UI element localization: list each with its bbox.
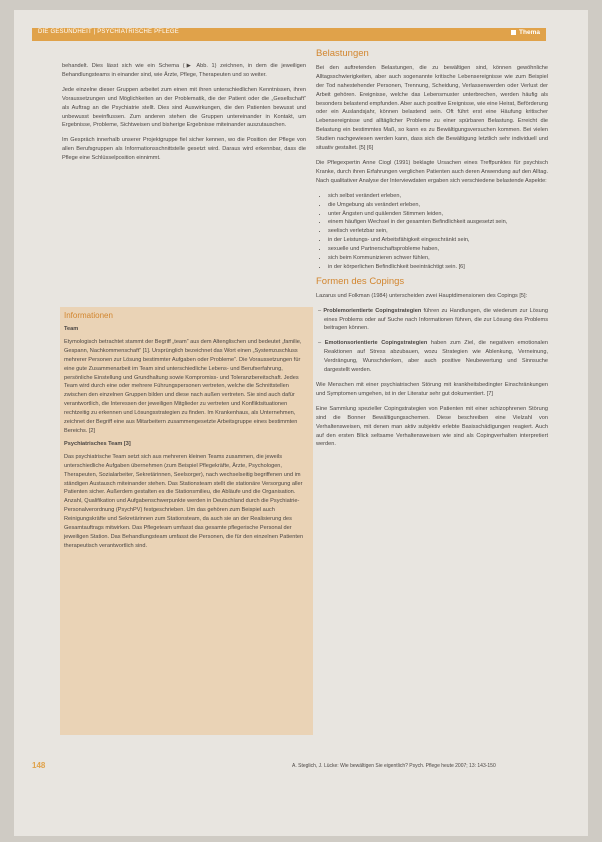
coping-problem-item: – Problemorientierte Copingstrategien führen zu Handlungen, die wiederum zur Lösung eines Problems oder auf Suche nach Informationen führen, die zur Lösung des Problems beitragen können. xyxy=(318,307,548,332)
heading-belastungen: Belastungen xyxy=(316,48,369,59)
right-paragraph-1: Bei den auftretenden Belastungen, die zu bewältigen sind, können gewöhnliche Alltagsschwierigkeiten, aber auch sogenannte kritische Lebensereignisse wie zum Beispiel der Tod nahestehender Personen, Trennung, Scheidung, Verlassenwerden oder Verlust der Arbeit gehören. Ereignisse, welche das Lebensmuster unterbrechen, werden häufig als besonders belastend empfunden. Aber auch positive Ereignisse, wie eine Heirat, Beförderung oder ein Auslandsjahr, können belastend sein. Oft führt erst eine Häufung kritischer Lebensereignisse und alltäglicher Probleme zu einer spürbaren Belastung. Erreicht die Belastung ein bestimmtes Maß, so kann es zu Bewältigungsversuchen kommen. Bei vielen Studien nachgewiesen werden kann, dass sich die Bewältigung letztlich sehr individuell und situativ gestaltet. [5] [6] xyxy=(316,64,548,152)
right-paragraph-4: Wie Menschen mit einer psychiatrischen Störung mit krankheitsbedingter Einschränkungen und Symptomen umgehen, ist in der Literatur sehr gut dokumentiert. [7] xyxy=(316,382,548,397)
aspects-list xyxy=(316,192,548,272)
list-item: • die Umgebung als verändert erleben, xyxy=(328,201,548,210)
left-paragraph-1: behandelt. Dies lässt sich wie ein Schema (▶ Abb. 1) zeichnen, in dem die jeweiligen Behandlungsteams in einander sind, wie Ärzte, Pflege, Therapeuten und so weiter. xyxy=(62,63,306,78)
coping-emotion-term: Emotionsorientierte Copingstrategien xyxy=(324,340,428,347)
list-item: • unter Ängsten und quälenden Stimmen leiden, xyxy=(328,210,548,219)
team-heading: Team xyxy=(64,326,79,332)
psych-team-heading: Psychiatrisches Team [3] xyxy=(64,440,131,447)
coping-emotion-text: haben zum Ziel, die negativen emotionalen Reaktionen auf Stress abzubauen, wozu Strategien wie Ablenkung, Verneinung, Verdrängung, Wunschdenken, aber auch positive Neubewertung und Sinnsuche dargestellt werden. xyxy=(324,340,549,374)
info-box xyxy=(60,307,313,735)
header-bar xyxy=(32,28,546,41)
team-text: Etymologisch betrachtet stammt der Begriff „team“ aus dem Altenglischen und bedeutet „familie, Gespann, Nachkommenschaft“ [1]. Ursprünglich bezeichnet das Wort einen „Systemzuschluss mehrerer Personen zur Lösung bestimmter Aufgaben oder Probleme“. Die Voraussetzungen für eine gute Zusammenarbeit im Team sind unterschiedliche Lebens- und Berufserfahrung, persönliche Einstellung und Grundhaltung sowie Kompromiss- und Toleranzbereitschaft. Jedes Team wird durch eine oder mehrere Führungspersonen vertreten, welche die Schnittstellen zwischen den einzelnen Gruppen bilden und diese nach außen vertreten. Sie sind auch dafür verantwortlich, die Interessen der jeweiligen Mitglieder zu vertreten und Konfliktsituationen rechtzeitig zu erkennen und Lösungsstrategien zu finden. Im Krankenhaus, als Unternehmen, zeichnet der Begriff eine aus Mitarbeitern zusammengesetzte Arbeitsgruppe eines bestimmten Bereichs. [2] xyxy=(64,338,302,434)
section-marker-icon xyxy=(511,30,516,35)
section-label xyxy=(511,29,540,36)
running-header: DIE GESUNDHEIT | PSYCHIATRISCHE PFLEGE xyxy=(38,29,179,35)
right-column xyxy=(316,50,548,455)
list-item: • sich beim Kommunizieren schwer fühlen, xyxy=(328,254,548,263)
list-item: • sexuelle und Partnerschaftsprobleme haben, xyxy=(328,245,548,254)
section-label-text: Thema xyxy=(519,29,540,36)
left-paragraph-3: Im Gespräch innerhalb unserer Projektgruppe fiel sicher kennen, wo die Position der Pflege von allen Berufsgruppen als Informationsschnittstelle gesetzt wird. Daraus wird erkennbar, dass die Pflege eine Schlüsselposition einnimmt. xyxy=(62,137,306,162)
left-column xyxy=(62,62,306,169)
page-number: 148 xyxy=(32,761,46,770)
left-paragraph-2: Jede einzelne dieser Gruppen arbeitet zum einen mit ihren unterschiedlichen Kenntnissen, ihren Voraussetzungen und Möglichkeiten an der Problematik, die der Patient oder die „Gesellschaft“ als Auftrag an die Psychiatrie stellt. Dies sind Auswirkungen, die den Patienten bewusst und unbewusst beeinflussen. Zum anderen stehen die Gruppen untereinander in Kontakt, um Ergebnisse, Probleme, Sichtweisen und bisherige Ergebnisse miteinander auszutauschen. xyxy=(62,86,306,129)
info-box-body xyxy=(64,323,308,555)
right-paragraph-3: Lazarus und Folkman (1984) unterscheiden zwei Hauptdimensionen des Copings [5]: xyxy=(316,292,528,299)
list-item: • in der körperlichen Befindlichkeit beeinträchtigt sein. [6] xyxy=(328,263,548,272)
right-paragraph-5: Eine Sammlung spezieller Copingstrategien von Patienten mit einer schizophrenen Störung sind die Bonner Bewältigungsschemen. Diese beschreiben eine Vielzahl von Verhaltensweisen, mit denen man aktiv subjektiv erlebte Basisschädigungen reagiert. Auch auf den ersten Blick seltsame Verhaltensweisen wie sind als Copingverhalten interpretiert werden. xyxy=(316,405,548,448)
heading-formen-copings: Formen des Copings xyxy=(316,275,405,287)
coping-emotion-item: – Emotionsorientierte Copingstrategien haben zum Ziel, die negativen emotionalen Reaktionen auf Stress abzubauen, wozu Strategien wie Ablenkung, Verneinung, Verdrängung, Wunschdenken, aber auch positive Neubewertung und Sinnsuche dargestellt werden. xyxy=(318,340,549,374)
citation-footer: A. Steglich, J. Lücke: Wie bewältigen Sie eigentlich? Psych. Pflege heute 2007; 13: 143-150 xyxy=(292,763,496,769)
list-item: • seelisch verletzbar sein, xyxy=(328,227,548,236)
info-box-title: Informationen xyxy=(64,311,113,320)
list-item: • sich selbst verändert erleben, xyxy=(328,192,548,201)
list-item: • einem häufigen Wechsel in der gesamten Befindlichkeit ausgesetzt sein, xyxy=(328,218,548,227)
right-paragraph-2: Die Pflegexpertin Anne Ciogl (1991) beklagte Ursachen eines Treffpunktes für psychisch Kranke, durch ihren Erfahrungen verglichen Patienten auch deren Anwendung auf den Alltag. Nach qualitativer Analyse der Interviewdaten ergaben sich verschiedene belastende Aspekte: xyxy=(316,159,548,184)
coping-problem-term: Problemorientierte Copingstrategien xyxy=(323,307,422,314)
coping-problem-text: führen zu Handlungen, die wiederum zur Lösung eines Problems oder auf Suche nach Informationen führen, die zur Lösung des Problems beitragen können. xyxy=(324,307,548,332)
list-item: • in der Leistungs- und Arbeitsfähigkeit eingeschränkt sein, xyxy=(328,236,548,245)
psych-team-text: Das psychiatrische Team setzt sich aus mehreren kleinen Teams zusammen, die jeweils unterschiedliche Aufgaben übernehmen (zum Beispiel Pflegekräfte, Ärzte, Psychologen, Therapeuten, Sozialarbeiter, Sekretärinnen, Seelsorger), nach wechselseitig begriffenen und im ständigen Austausch miteinander stehen. Das Stationsteam stellt die stationäre Versorgung aller Patienten sicher. Außerdem gestalten es die Stationsmilieu, die Abläufe und die Organisation. Anzahl, Qualifikation und Aufgabenschwerpunkte werden in Deutschland durch die Psychiatrie-Personalverordnung (PsychPV) festgeschrieben. Um das gehören zum Beispiel auch Reinigungskräfte und Sekretärinnen zum Stationsteam, da auch sie an der Realisierung des Gesamtauftrags mitwirken. Das Pflegeteam umfasst das gesamte pflegerische Personal der jeweiligen Station. Das Behandlungsteam umfasst die Personen, die für den einzelnen Patienten therapeutisch verantwortlich sind. xyxy=(64,453,304,549)
